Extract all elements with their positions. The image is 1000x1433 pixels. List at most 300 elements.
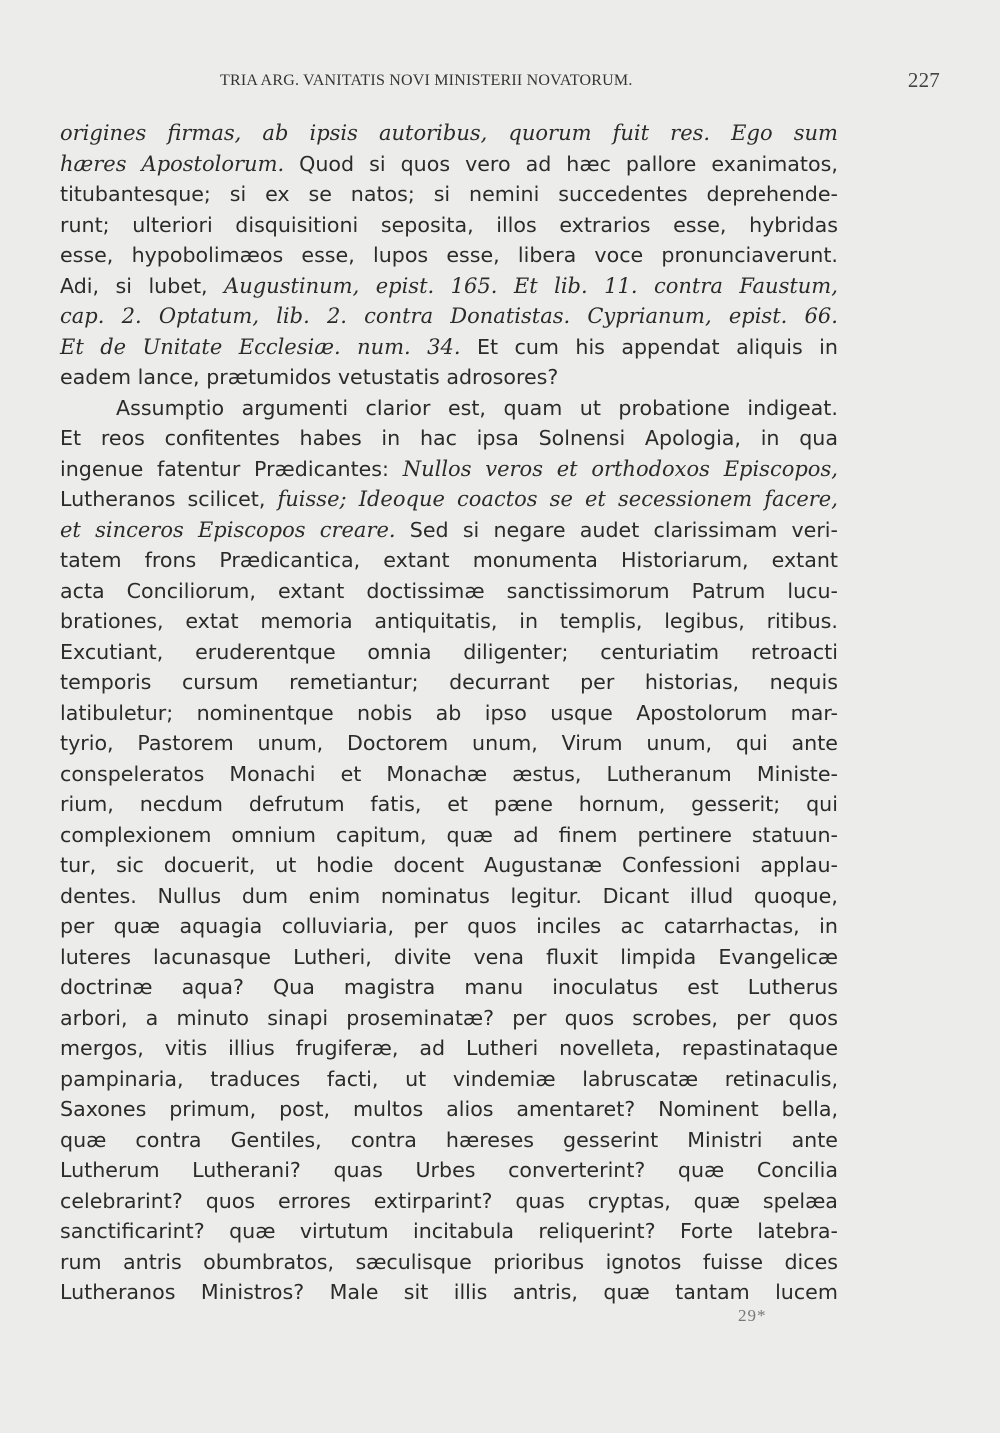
text-line: [60, 271, 838, 302]
word: nominatus: [380, 883, 490, 908]
word: scrobes,: [632, 1005, 718, 1030]
word: quam: [503, 395, 563, 420]
word: in: [819, 914, 838, 938]
text-line: [60, 179, 838, 210]
text-line: [60, 606, 838, 637]
word: cursum: [181, 670, 259, 694]
word: Et: [477, 334, 499, 359]
word: vitis: [164, 1036, 208, 1060]
word: runt;: [60, 212, 110, 237]
word: repastinataque: [681, 1036, 838, 1060]
word: Episcopos,: [723, 456, 838, 481]
word: doctrinæ: [60, 975, 153, 999]
word: his: [575, 334, 605, 359]
word: lacunasque: [153, 944, 271, 969]
word: lance,: [137, 365, 200, 389]
word: eruderentque: [195, 639, 336, 664]
word: ab: [435, 700, 462, 725]
word: Forte: [679, 1219, 733, 1243]
word: docuerit,: [163, 853, 256, 877]
text-line: [60, 210, 838, 241]
word: et: [60, 517, 81, 542]
word: Dicant: [602, 883, 670, 908]
word: omnia: [367, 639, 432, 664]
word: firmas,: [167, 121, 242, 145]
word: nobis: [357, 700, 413, 725]
word: Lutheri,: [293, 944, 372, 969]
word: per: [736, 1005, 771, 1030]
word: Solnensi: [538, 426, 626, 450]
word: Prædicantes:: [254, 456, 389, 481]
word: centuriatim: [600, 639, 720, 664]
word: disquisitioni: [235, 212, 359, 237]
word: sic: [116, 853, 144, 877]
word: Male: [329, 1280, 379, 1304]
word: 2.: [121, 304, 142, 328]
word: capitum,: [336, 822, 427, 847]
text-line: [60, 1033, 838, 1064]
word: primum,: [169, 1097, 257, 1121]
text-line: [60, 728, 838, 759]
word: temporis: [60, 670, 152, 694]
word: bella,: [781, 1097, 838, 1121]
word: Faustum,: [739, 273, 838, 298]
word: Apologia,: [644, 426, 741, 450]
word: quas: [515, 1188, 565, 1213]
word: Monachi: [229, 761, 316, 786]
text-line: [60, 1125, 838, 1156]
word: magistra: [343, 975, 436, 999]
word: qui: [806, 792, 838, 816]
text-line: [60, 301, 838, 332]
word: prioribus: [493, 1249, 585, 1274]
word: esse,: [301, 243, 355, 267]
word: fluxit: [546, 944, 599, 969]
text-line: [60, 118, 838, 149]
word: Et: [60, 334, 84, 359]
word: probatione: [618, 395, 730, 420]
word: quæ: [113, 914, 161, 938]
text-line: [60, 1155, 838, 1186]
word: sanctissimorum: [506, 578, 670, 603]
word: tantam: [675, 1280, 750, 1304]
word: lupos: [372, 243, 429, 267]
word: antiquitatis,: [374, 609, 498, 633]
word: novelleta,: [559, 1036, 661, 1060]
word: frugiferæ,: [295, 1036, 399, 1060]
word: vetustatis: [337, 365, 440, 389]
word: acta: [60, 578, 105, 603]
word: extat: [185, 609, 239, 633]
word: extirparint?: [373, 1188, 493, 1213]
word: contra: [350, 1127, 417, 1152]
word: quas: [333, 1158, 383, 1182]
word: 2.: [326, 304, 347, 328]
word: colluviaria,: [281, 914, 395, 938]
word: creare.: [319, 517, 396, 542]
word: 66.: [804, 304, 838, 328]
word: quæ: [229, 1219, 276, 1243]
word: esse,: [446, 243, 500, 267]
word: applau-: [760, 853, 838, 877]
word: contra: [653, 273, 723, 298]
word: sinapi: [267, 1005, 329, 1030]
word: amentaret?: [516, 1097, 636, 1121]
word: rium,: [60, 792, 114, 816]
word: Sed: [409, 517, 449, 542]
text-line: [60, 423, 838, 454]
word: quæ: [677, 1158, 725, 1182]
word: ut: [579, 395, 601, 420]
word: num.: [357, 334, 411, 359]
word: inciles: [536, 914, 602, 938]
text-line: [60, 1186, 838, 1217]
word: Monachæ: [386, 761, 488, 786]
word: hæres: [60, 151, 127, 176]
text-line: [60, 1277, 838, 1308]
word: arbori,: [60, 1005, 128, 1030]
word: ipsa: [476, 426, 519, 450]
word: dum: [241, 883, 289, 908]
word: 34.: [427, 334, 461, 359]
word: per: [60, 914, 95, 938]
word: lib.: [276, 304, 310, 328]
word: quos: [788, 1005, 838, 1030]
word: complexionem: [60, 822, 212, 847]
word: et: [556, 456, 578, 481]
word: secessionem: [617, 487, 753, 511]
word: Concilia: [756, 1158, 838, 1182]
word: exanimatos,: [711, 151, 838, 176]
word: dices: [784, 1249, 838, 1274]
word: cryptas,: [587, 1188, 671, 1213]
word: proseminatæ?: [346, 1005, 495, 1030]
word: Excutiant,: [60, 639, 164, 664]
word: hæreses: [445, 1127, 535, 1152]
word: Donatistas.: [450, 304, 571, 328]
running-title: TRIA ARG. VANITATIS NOVI MINISTERII NOVATORUM.: [220, 72, 633, 89]
word: memoria: [260, 609, 353, 633]
word: mergos,: [60, 1036, 144, 1060]
word: orthodoxos: [591, 456, 710, 481]
word: ad: [419, 1036, 446, 1060]
word: luteres: [60, 944, 131, 969]
word: sit: [403, 1280, 429, 1304]
word: extant: [771, 548, 838, 572]
word: reliquerint?: [538, 1219, 656, 1243]
word: ulteriori: [132, 212, 213, 237]
word: seposita,: [380, 212, 474, 237]
word: ab: [262, 121, 289, 145]
word: origines: [60, 121, 147, 145]
word: minuto: [176, 1005, 250, 1030]
word: templis,: [559, 609, 643, 633]
text-line: [60, 1094, 838, 1125]
word: quæ: [603, 1280, 650, 1304]
word: 165.: [450, 273, 498, 298]
word: lucu-: [787, 578, 838, 603]
text-line: [60, 393, 838, 424]
text-line: [60, 820, 838, 851]
word: antris,: [512, 1280, 578, 1304]
word: ut: [405, 1066, 427, 1091]
word: quæ: [60, 1127, 107, 1152]
word: voce: [594, 243, 644, 267]
text-line: [60, 911, 838, 942]
word: quoque,: [753, 883, 838, 908]
word: defrutum: [248, 792, 345, 816]
word: unum,: [257, 731, 324, 755]
word: nominentque: [196, 700, 334, 725]
word: hodie: [316, 853, 374, 877]
word: pronunciaverunt.: [661, 243, 838, 267]
word: epist.: [728, 304, 788, 328]
word: pallore: [625, 151, 697, 176]
word: habes: [299, 426, 362, 450]
word: si: [433, 182, 451, 206]
word: brationes,: [60, 609, 164, 633]
word: labruscatæ: [582, 1066, 699, 1091]
word: Assumptio: [116, 395, 225, 420]
text-line: [60, 942, 838, 973]
word: Lutheri: [466, 1036, 539, 1060]
word: se: [549, 487, 573, 511]
word: Doctorem: [347, 731, 449, 755]
word: extant: [277, 578, 345, 603]
word: retroacti: [750, 639, 838, 664]
word: ipso: [484, 700, 527, 725]
word: Lutheranum: [606, 761, 732, 786]
word: Cyprianum,: [587, 304, 712, 328]
word: argumenti: [241, 395, 349, 420]
word: est,: [447, 395, 486, 420]
text-line: [60, 1003, 838, 1034]
word: Adi,: [60, 273, 100, 298]
text-line: [60, 362, 838, 393]
word: res.: [670, 121, 711, 145]
word: reos: [100, 426, 145, 450]
word: Confessioni: [621, 853, 741, 877]
word: vindemiæ: [452, 1066, 556, 1091]
word: Ego: [731, 121, 773, 145]
word: illis: [453, 1280, 488, 1304]
text-line: [60, 332, 838, 363]
word: de: [100, 334, 127, 359]
word: si: [115, 273, 132, 298]
word: ac: [620, 914, 645, 938]
word: quorum: [508, 121, 592, 145]
word: latibuletur;: [60, 700, 174, 725]
word: vena: [473, 944, 524, 969]
word: Lutherani?: [192, 1158, 301, 1182]
word: si: [462, 517, 480, 542]
text-line: [60, 1247, 838, 1278]
word: ante: [791, 1127, 838, 1152]
word: usque: [550, 700, 613, 725]
word: ante: [791, 731, 838, 755]
text-line: [60, 637, 838, 668]
word: audet: [579, 517, 640, 542]
word: quos: [205, 1188, 256, 1213]
word: sæculisque: [355, 1249, 472, 1274]
word: fatis,: [370, 792, 422, 816]
word: clarior: [365, 395, 431, 420]
word: si: [369, 151, 386, 176]
word: aquagia: [179, 914, 263, 938]
word: autoribus,: [379, 121, 488, 145]
word: extant: [383, 548, 450, 572]
word: prætumidos: [206, 365, 332, 389]
word: veri-: [791, 517, 838, 542]
word: Quod: [299, 151, 355, 176]
text-line: [60, 240, 838, 271]
word: extrarios: [559, 212, 651, 237]
word: pertinere: [637, 822, 732, 847]
word: omnium: [231, 822, 316, 847]
word: monumenta: [472, 548, 598, 572]
word: Ministri: [687, 1127, 763, 1152]
word: libera: [517, 243, 577, 267]
word: virtutum: [299, 1219, 389, 1243]
word: ad: [512, 822, 539, 847]
word: legitur.: [510, 883, 582, 908]
word: fatentur: [157, 456, 241, 481]
word: esse,: [60, 243, 114, 267]
signature-mark: 29*: [738, 1306, 767, 1325]
word: deprehende-: [706, 182, 838, 206]
word: gesserint: [563, 1127, 659, 1152]
word: epist.: [375, 273, 435, 298]
word: aqua?: [181, 975, 244, 999]
word: diligenter;: [463, 639, 569, 664]
word: dentes.: [60, 883, 137, 908]
word: obumbratos,: [203, 1249, 335, 1274]
word: quos: [564, 1005, 615, 1030]
word: sum: [793, 121, 838, 145]
word: hac: [419, 426, 457, 450]
word: tur,: [60, 853, 97, 877]
word: celebrarint?: [60, 1188, 183, 1213]
word: unum,: [646, 731, 713, 755]
word: fuisse;: [277, 487, 347, 511]
word: errores: [278, 1188, 351, 1213]
word: coactos: [457, 487, 538, 511]
word: Historiarum,: [621, 548, 749, 572]
word: cap.: [60, 304, 105, 328]
text-line: [60, 850, 838, 881]
word: confitentes: [164, 426, 280, 450]
word: in: [519, 609, 539, 633]
word: incitabula: [412, 1219, 514, 1243]
text-line: [60, 789, 838, 820]
text-line: [60, 576, 838, 607]
word: illius: [228, 1036, 275, 1060]
word: catarrhactas,: [663, 914, 800, 938]
word: per: [413, 914, 448, 938]
word: quæ: [693, 1188, 740, 1213]
text-line: [60, 515, 838, 546]
word: hypobolimæos: [131, 243, 284, 267]
word: Lutheranos: [60, 487, 176, 511]
word: traduces: [210, 1066, 301, 1091]
word: historias,: [644, 670, 740, 694]
word: Nominent: [658, 1097, 759, 1121]
word: lucem: [775, 1280, 838, 1304]
word: facere,: [764, 487, 838, 511]
word: Saxones: [60, 1097, 147, 1121]
word: in: [381, 426, 401, 450]
word: Gentiles,: [230, 1127, 322, 1152]
word: Lutherus: [747, 975, 838, 999]
word: sanctificarint?: [60, 1219, 205, 1243]
word: spelæa: [762, 1188, 838, 1213]
text-line: [60, 667, 838, 698]
word: quæ: [446, 822, 493, 847]
word: remetiantur;: [289, 670, 419, 694]
word: lib.: [554, 273, 588, 298]
word: appendat: [621, 334, 720, 359]
word: hybridas: [749, 212, 838, 237]
word: Episcopos: [197, 517, 306, 542]
text-line: [60, 759, 838, 790]
word: ritibus.: [766, 609, 838, 633]
text-line: [60, 149, 838, 180]
text-line: [60, 454, 838, 485]
word: ipsis: [309, 121, 358, 145]
word: succedentes: [558, 182, 688, 206]
page-number: 227: [907, 68, 940, 92]
word: adrosores?: [446, 365, 559, 389]
word: indigeat.: [747, 395, 838, 420]
word: inoculatus: [552, 975, 659, 999]
word: Unitate: [142, 334, 223, 359]
word: per: [580, 670, 615, 694]
text-line: [60, 972, 838, 1003]
text-line: [60, 698, 838, 729]
word: facti,: [326, 1066, 379, 1091]
word: si: [229, 182, 247, 206]
word: lubet,: [148, 273, 208, 298]
word: in: [819, 334, 838, 359]
word: ut: [275, 853, 297, 877]
word: antris: [123, 1249, 182, 1274]
word: quos: [467, 914, 517, 938]
word: multos: [352, 1097, 424, 1121]
word: cum: [514, 334, 559, 359]
word: finem: [558, 822, 618, 847]
word: manu: [464, 975, 524, 999]
word: necdum: [139, 792, 223, 816]
word: fuit: [612, 121, 650, 145]
word: ex: [265, 182, 290, 206]
word: Urbes: [415, 1158, 476, 1182]
word: Nullos: [402, 456, 472, 481]
word: frons: [144, 548, 197, 572]
word: ad: [525, 151, 552, 176]
word: Ecclesiæ.: [238, 334, 341, 359]
word: docent: [393, 853, 465, 877]
word: in: [760, 426, 780, 450]
word: et: [447, 792, 468, 816]
word: converterint?: [508, 1158, 646, 1182]
word: retinaculis,: [724, 1066, 838, 1091]
word: per: [512, 1005, 547, 1030]
word: Patrum: [691, 578, 766, 603]
word: Qua: [272, 975, 315, 999]
word: natos;: [350, 182, 415, 206]
text-line: [60, 1064, 838, 1095]
word: Augustanæ: [484, 853, 603, 877]
